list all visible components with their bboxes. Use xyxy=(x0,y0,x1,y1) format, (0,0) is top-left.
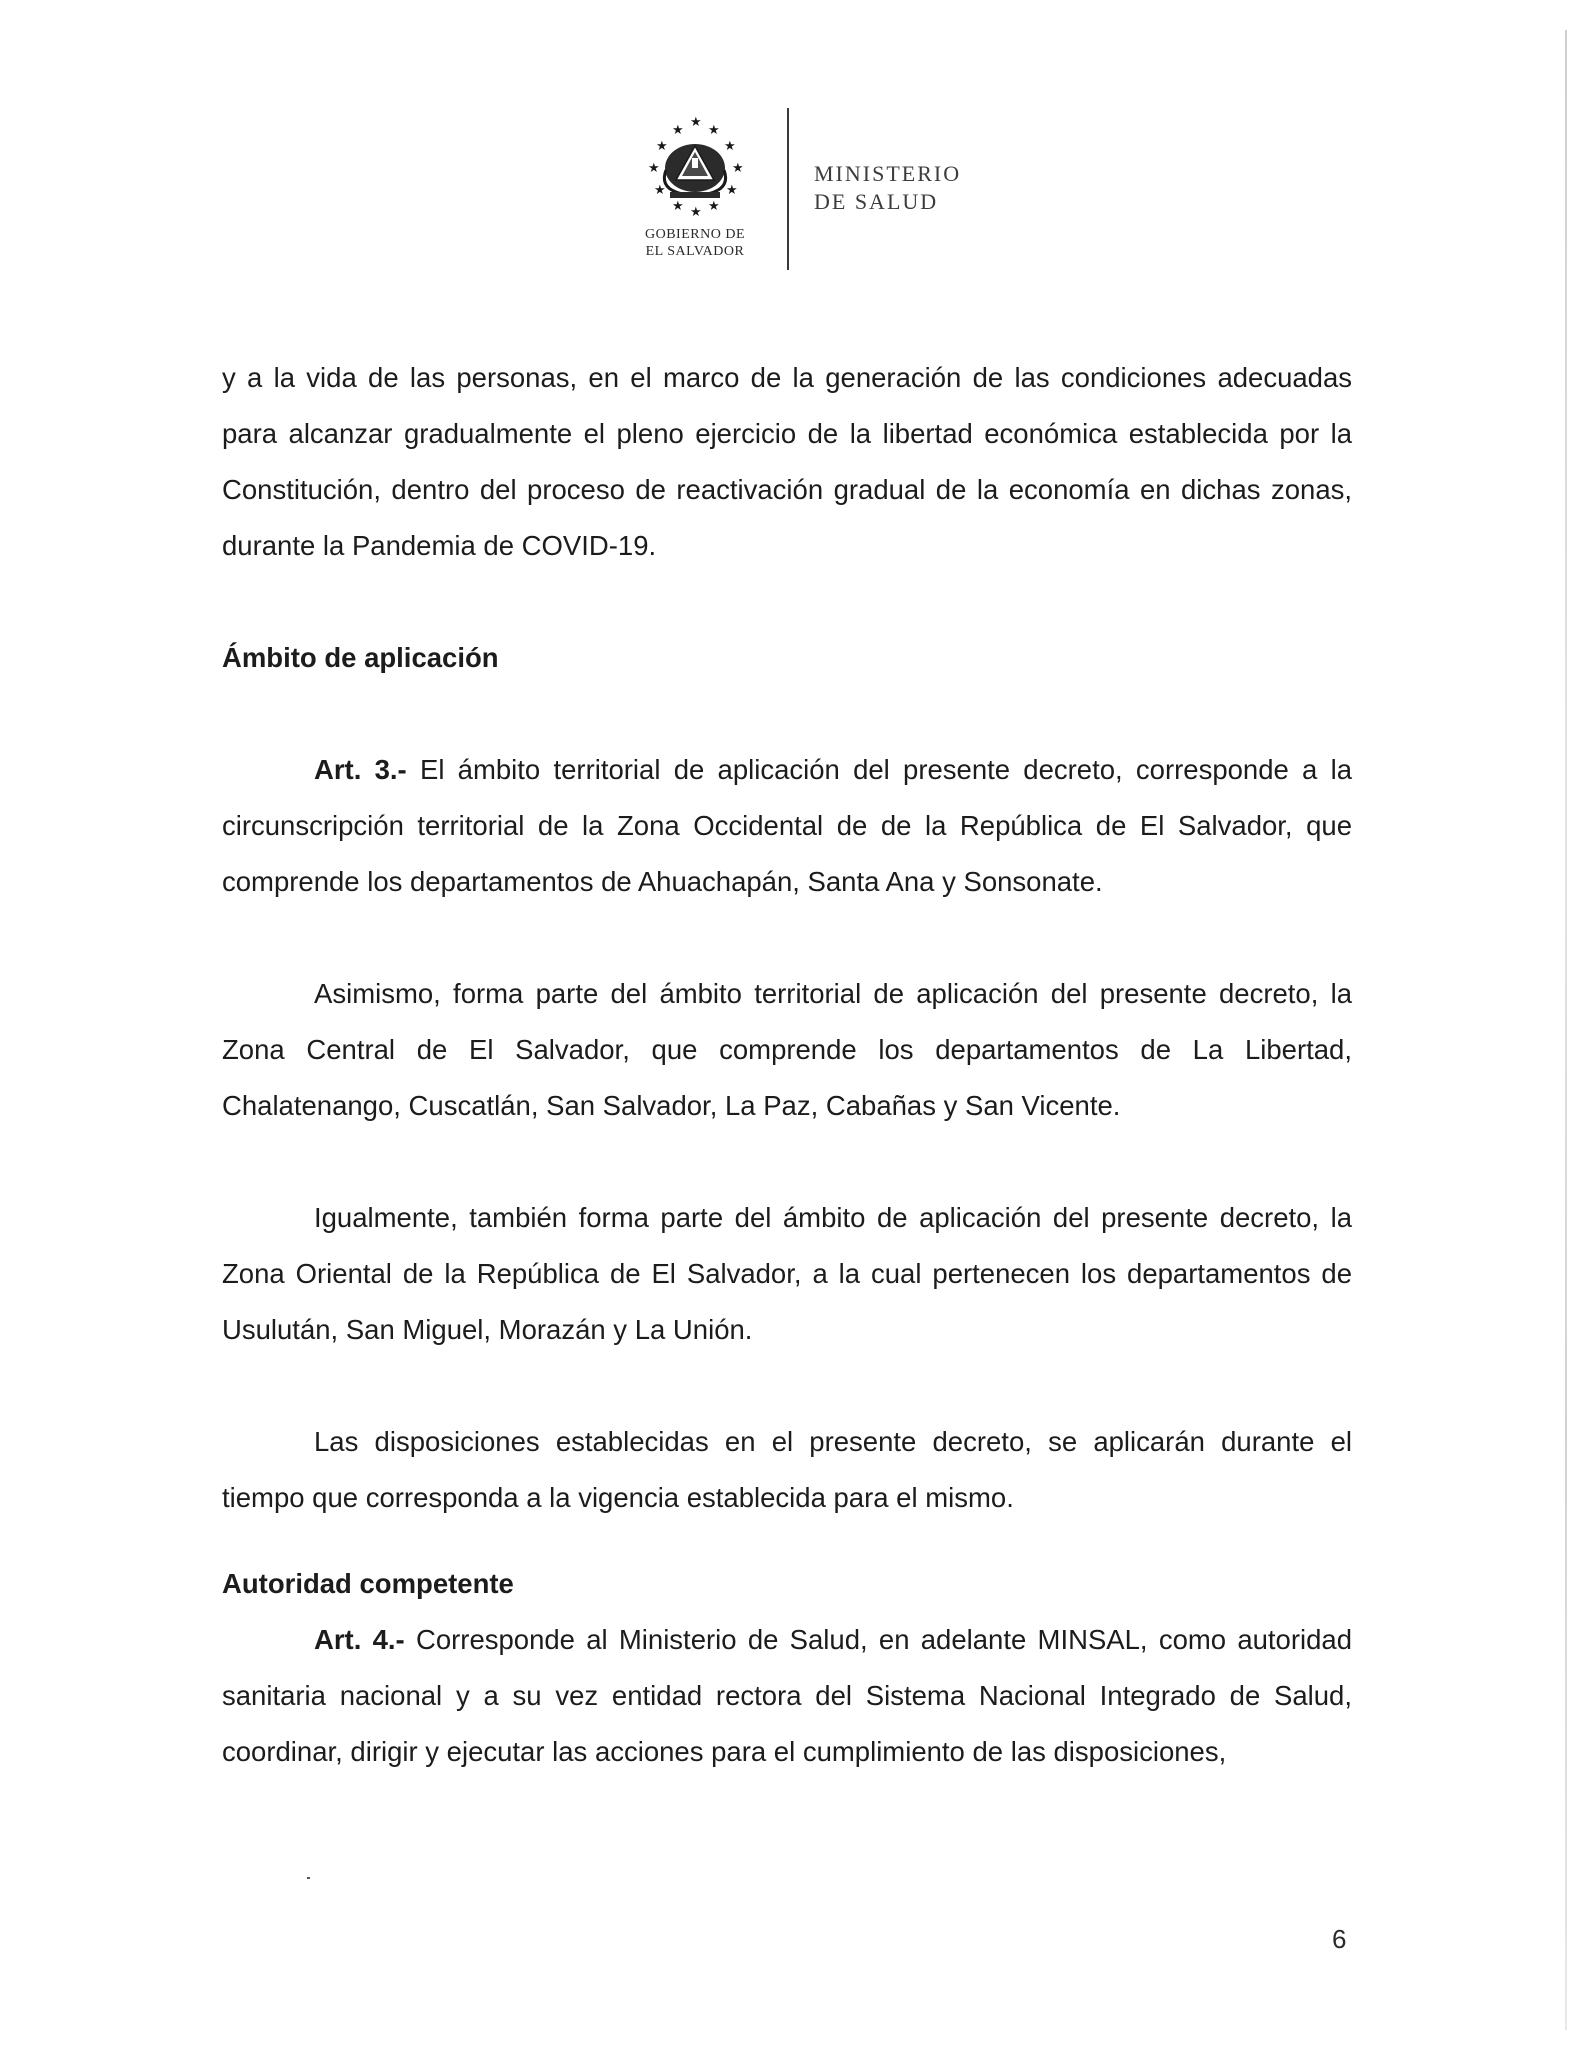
coat-of-arms-icon xyxy=(630,108,760,233)
svg-text:★: ★ xyxy=(708,199,720,214)
ministry-line-2: DE SALUD xyxy=(814,189,939,214)
government-line-2: EL SALVADOR xyxy=(645,244,745,259)
paragraph-art-3 xyxy=(222,742,1352,910)
art-4-text: Corresponde al Ministerio de Salud, en adelante MINSAL, como autoridad sanitaria nacional y a su vez entidad rectora del Sistema Nacional Integrado de Salud, coordinar, dirigir y ejecutar las acciones para el cumplimiento de las disposiciones, xyxy=(222,1624,1352,1767)
paragraph-asimismo: Asimismo, forma parte del ámbito territorial de aplicación del presente decreto, la Zona Central de El Salvador, que comprende los departamentos de La Libertad, Chalatenango, Cuscatlán, San Salvador, La Paz, Cabañas y San Vicente. xyxy=(222,978,1352,1121)
svg-text:★: ★ xyxy=(654,183,666,198)
letterhead xyxy=(620,108,1040,278)
government-line-1: GOBIERNO DE xyxy=(645,227,745,242)
page-number: 6 xyxy=(1332,1924,1347,1954)
emblem xyxy=(664,144,725,198)
paragraph-igualmente: Igualmente, también forma parte del ámbito de aplicación del presente decreto, la Zona Oriental de la República de El Salvador, a la cual pertenecen los departamentos de Usulután, San Miguel, Morazán y La Unión. xyxy=(222,1202,1352,1345)
svg-text:★: ★ xyxy=(672,123,684,138)
svg-text:★: ★ xyxy=(732,161,744,176)
art-3-text: El ámbito territorial de aplicación del presente decreto, corresponde a la circunscripción territorial de la Zona Occidental de de la República de El Salvador, que comprende los departamentos de Ahuachapán, Santa Ana y Sonsonate. xyxy=(222,754,1353,897)
art-4-label: Art. 4.- xyxy=(314,1624,405,1655)
letterhead-divider xyxy=(787,108,789,270)
svg-text:★: ★ xyxy=(690,115,702,130)
art-3-label: Art. 3.- xyxy=(314,754,407,785)
ministry-name xyxy=(814,160,961,216)
svg-text:★: ★ xyxy=(656,139,668,154)
scan-edge xyxy=(1565,30,1567,2030)
svg-text:★: ★ xyxy=(724,139,736,154)
svg-text:★: ★ xyxy=(726,183,738,198)
government-caption xyxy=(620,226,770,260)
paragraph-disposiciones: Las disposiciones establecidas en el presente decreto, se aplicarán durante el tiempo que corresponda a la vigencia establecida para el mismo. xyxy=(222,1426,1352,1513)
scan-speck xyxy=(307,1877,310,1879)
paragraph-continuation: y a la vida de las personas, en el marco de la generación de las condiciones adecuadas para alcanzar gradualmente el pleno ejercicio de la libertad económica establecida por la Constitución, dentro del proceso de reactivación gradual de la economía en dichas zonas, durante la Pandemia de COVID-19. xyxy=(222,362,1352,561)
svg-text:★: ★ xyxy=(648,161,660,176)
paragraph-art-4 xyxy=(222,1612,1352,1780)
document-body xyxy=(222,350,1352,1780)
svg-text:★: ★ xyxy=(708,123,720,138)
svg-text:★: ★ xyxy=(672,199,684,214)
heading-autoridad: Autoridad competente xyxy=(222,1568,514,1599)
ministry-line-1: MINISTERIO xyxy=(814,161,962,186)
svg-text:★: ★ xyxy=(690,205,702,220)
heading-ambito: Ámbito de aplicación xyxy=(222,642,499,673)
